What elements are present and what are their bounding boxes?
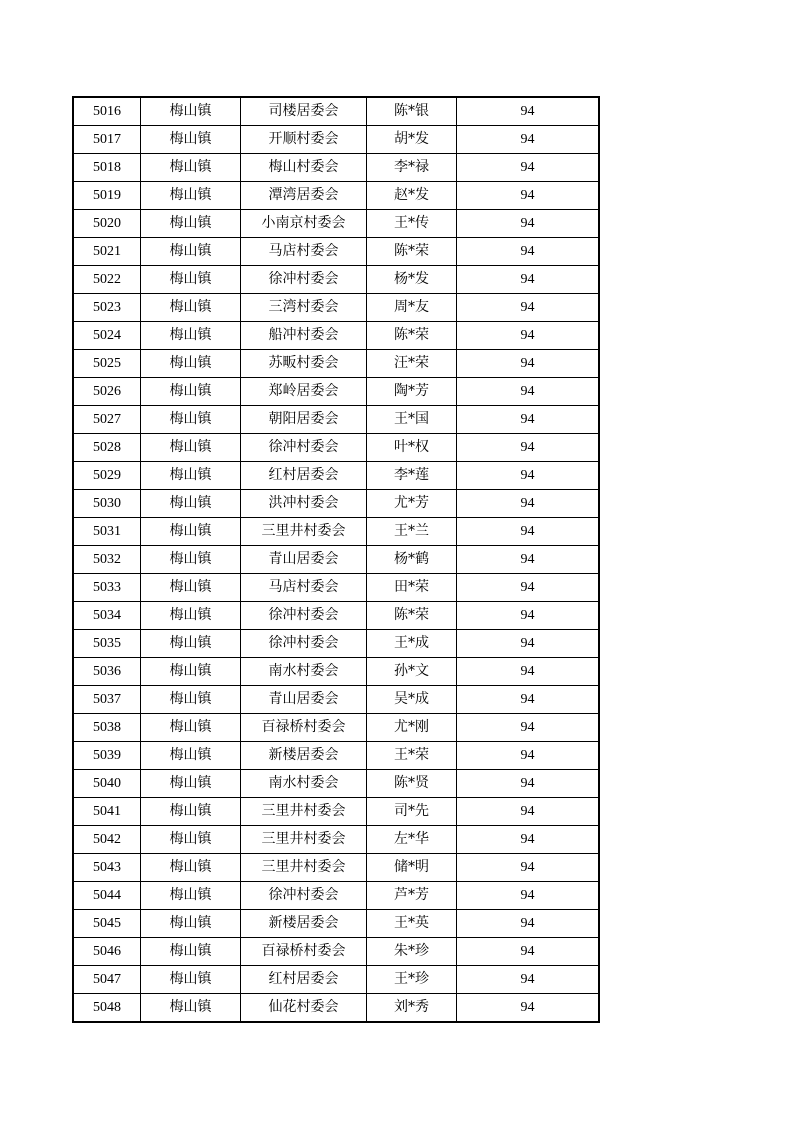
cell-committee: 朝阳居委会 xyxy=(241,406,367,434)
cell-name: 李*莲 xyxy=(367,462,457,490)
cell-score: 94 xyxy=(457,434,600,462)
cell-town: 梅山镇 xyxy=(141,126,241,154)
cell-committee: 百禄桥村委会 xyxy=(241,938,367,966)
cell-score: 94 xyxy=(457,322,600,350)
cell-town: 梅山镇 xyxy=(141,798,241,826)
cell-town: 梅山镇 xyxy=(141,378,241,406)
cell-committee: 三里井村委会 xyxy=(241,518,367,546)
cell-committee: 开顺村委会 xyxy=(241,126,367,154)
cell-name: 陶*芳 xyxy=(367,378,457,406)
cell-score: 94 xyxy=(457,294,600,322)
cell-id: 5048 xyxy=(73,994,141,1023)
cell-committee: 郑岭居委会 xyxy=(241,378,367,406)
table-row xyxy=(73,294,599,322)
cell-committee: 徐冲村委会 xyxy=(241,630,367,658)
cell-score: 94 xyxy=(457,966,600,994)
cell-name: 陈*荣 xyxy=(367,322,457,350)
cell-committee: 青山居委会 xyxy=(241,546,367,574)
cell-score: 94 xyxy=(457,378,600,406)
cell-name: 李*禄 xyxy=(367,154,457,182)
table-row xyxy=(73,994,599,1023)
cell-town: 梅山镇 xyxy=(141,658,241,686)
cell-town: 梅山镇 xyxy=(141,882,241,910)
cell-committee: 马店村委会 xyxy=(241,238,367,266)
table-row xyxy=(73,574,599,602)
cell-town: 梅山镇 xyxy=(141,826,241,854)
table-row xyxy=(73,490,599,518)
cell-committee: 三里井村委会 xyxy=(241,854,367,882)
cell-score: 94 xyxy=(457,910,600,938)
cell-committee: 船冲村委会 xyxy=(241,322,367,350)
cell-town: 梅山镇 xyxy=(141,546,241,574)
cell-name: 吴*成 xyxy=(367,686,457,714)
cell-town: 梅山镇 xyxy=(141,462,241,490)
cell-committee: 徐冲村委会 xyxy=(241,434,367,462)
table-row xyxy=(73,154,599,182)
cell-name: 王*珍 xyxy=(367,966,457,994)
cell-town: 梅山镇 xyxy=(141,266,241,294)
cell-score: 94 xyxy=(457,714,600,742)
cell-name: 汪*荣 xyxy=(367,350,457,378)
table-row xyxy=(73,602,599,630)
cell-id: 5042 xyxy=(73,826,141,854)
cell-town: 梅山镇 xyxy=(141,294,241,322)
cell-committee: 新楼居委会 xyxy=(241,910,367,938)
cell-committee: 苏畈村委会 xyxy=(241,350,367,378)
cell-id: 5044 xyxy=(73,882,141,910)
cell-id: 5016 xyxy=(73,97,141,126)
cell-name: 储*明 xyxy=(367,854,457,882)
cell-score: 94 xyxy=(457,742,600,770)
cell-id: 5025 xyxy=(73,350,141,378)
cell-name: 尤*刚 xyxy=(367,714,457,742)
cell-score: 94 xyxy=(457,686,600,714)
table-row xyxy=(73,350,599,378)
cell-id: 5023 xyxy=(73,294,141,322)
cell-committee: 徐冲村委会 xyxy=(241,602,367,630)
table-row xyxy=(73,97,599,126)
cell-town: 梅山镇 xyxy=(141,770,241,798)
cell-name: 陈*荣 xyxy=(367,602,457,630)
cell-id: 5026 xyxy=(73,378,141,406)
cell-score: 94 xyxy=(457,266,600,294)
table-row xyxy=(73,462,599,490)
cell-committee: 三湾村委会 xyxy=(241,294,367,322)
cell-name: 陈*荣 xyxy=(367,238,457,266)
cell-committee: 青山居委会 xyxy=(241,686,367,714)
cell-id: 5028 xyxy=(73,434,141,462)
cell-id: 5032 xyxy=(73,546,141,574)
cell-id: 5024 xyxy=(73,322,141,350)
cell-score: 94 xyxy=(457,882,600,910)
table-row xyxy=(73,238,599,266)
cell-id: 5046 xyxy=(73,938,141,966)
cell-name: 王*兰 xyxy=(367,518,457,546)
cell-town: 梅山镇 xyxy=(141,350,241,378)
cell-name: 孙*文 xyxy=(367,658,457,686)
cell-score: 94 xyxy=(457,798,600,826)
cell-town: 梅山镇 xyxy=(141,994,241,1023)
table-row xyxy=(73,322,599,350)
cell-committee: 梅山村委会 xyxy=(241,154,367,182)
cell-town: 梅山镇 xyxy=(141,97,241,126)
cell-score: 94 xyxy=(457,182,600,210)
cell-town: 梅山镇 xyxy=(141,938,241,966)
cell-name: 田*荣 xyxy=(367,574,457,602)
cell-score: 94 xyxy=(457,994,600,1023)
cell-committee: 南水村委会 xyxy=(241,770,367,798)
cell-name: 芦*芳 xyxy=(367,882,457,910)
cell-id: 5039 xyxy=(73,742,141,770)
table-row xyxy=(73,210,599,238)
cell-name: 杨*鹤 xyxy=(367,546,457,574)
data-table xyxy=(72,96,600,1023)
table-row xyxy=(73,378,599,406)
table-row xyxy=(73,798,599,826)
table-row xyxy=(73,546,599,574)
table-row xyxy=(73,882,599,910)
cell-name: 王*传 xyxy=(367,210,457,238)
table-row xyxy=(73,518,599,546)
cell-town: 梅山镇 xyxy=(141,602,241,630)
cell-committee: 三里井村委会 xyxy=(241,798,367,826)
cell-committee: 徐冲村委会 xyxy=(241,882,367,910)
cell-id: 5020 xyxy=(73,210,141,238)
table-row xyxy=(73,826,599,854)
cell-id: 5034 xyxy=(73,602,141,630)
cell-score: 94 xyxy=(457,630,600,658)
cell-score: 94 xyxy=(457,518,600,546)
cell-id: 5043 xyxy=(73,854,141,882)
cell-name: 王*国 xyxy=(367,406,457,434)
cell-score: 94 xyxy=(457,826,600,854)
cell-committee: 百禄桥村委会 xyxy=(241,714,367,742)
cell-id: 5027 xyxy=(73,406,141,434)
cell-town: 梅山镇 xyxy=(141,406,241,434)
cell-name: 杨*发 xyxy=(367,266,457,294)
cell-score: 94 xyxy=(457,546,600,574)
cell-committee: 司楼居委会 xyxy=(241,97,367,126)
cell-score: 94 xyxy=(457,462,600,490)
cell-name: 陈*贤 xyxy=(367,770,457,798)
table-row xyxy=(73,770,599,798)
cell-score: 94 xyxy=(457,97,600,126)
cell-name: 刘*秀 xyxy=(367,994,457,1023)
cell-town: 梅山镇 xyxy=(141,854,241,882)
table-row xyxy=(73,266,599,294)
cell-score: 94 xyxy=(457,574,600,602)
cell-id: 5021 xyxy=(73,238,141,266)
cell-name: 尤*芳 xyxy=(367,490,457,518)
cell-name: 王*荣 xyxy=(367,742,457,770)
cell-id: 5036 xyxy=(73,658,141,686)
cell-town: 梅山镇 xyxy=(141,574,241,602)
cell-town: 梅山镇 xyxy=(141,966,241,994)
cell-town: 梅山镇 xyxy=(141,910,241,938)
cell-town: 梅山镇 xyxy=(141,182,241,210)
cell-name: 胡*发 xyxy=(367,126,457,154)
cell-committee: 潭湾居委会 xyxy=(241,182,367,210)
cell-id: 5031 xyxy=(73,518,141,546)
cell-id: 5038 xyxy=(73,714,141,742)
cell-score: 94 xyxy=(457,854,600,882)
cell-id: 5041 xyxy=(73,798,141,826)
cell-committee: 小南京村委会 xyxy=(241,210,367,238)
cell-score: 94 xyxy=(457,658,600,686)
cell-id: 5047 xyxy=(73,966,141,994)
table-body xyxy=(73,97,599,1022)
cell-name: 周*友 xyxy=(367,294,457,322)
cell-town: 梅山镇 xyxy=(141,434,241,462)
cell-id: 5030 xyxy=(73,490,141,518)
table-row xyxy=(73,406,599,434)
cell-score: 94 xyxy=(457,126,600,154)
cell-id: 5033 xyxy=(73,574,141,602)
table-row xyxy=(73,126,599,154)
cell-id: 5022 xyxy=(73,266,141,294)
table-row xyxy=(73,910,599,938)
cell-town: 梅山镇 xyxy=(141,630,241,658)
cell-name: 陈*银 xyxy=(367,97,457,126)
cell-score: 94 xyxy=(457,238,600,266)
cell-name: 王*成 xyxy=(367,630,457,658)
cell-committee: 马店村委会 xyxy=(241,574,367,602)
cell-town: 梅山镇 xyxy=(141,210,241,238)
cell-committee: 红村居委会 xyxy=(241,462,367,490)
cell-town: 梅山镇 xyxy=(141,238,241,266)
cell-town: 梅山镇 xyxy=(141,686,241,714)
cell-score: 94 xyxy=(457,210,600,238)
cell-id: 5018 xyxy=(73,154,141,182)
cell-name: 左*华 xyxy=(367,826,457,854)
cell-committee: 仙花村委会 xyxy=(241,994,367,1023)
cell-score: 94 xyxy=(457,938,600,966)
table-row xyxy=(73,182,599,210)
cell-committee: 南水村委会 xyxy=(241,658,367,686)
cell-score: 94 xyxy=(457,490,600,518)
cell-town: 梅山镇 xyxy=(141,322,241,350)
cell-town: 梅山镇 xyxy=(141,154,241,182)
cell-score: 94 xyxy=(457,602,600,630)
cell-town: 梅山镇 xyxy=(141,518,241,546)
cell-town: 梅山镇 xyxy=(141,714,241,742)
table-row xyxy=(73,658,599,686)
cell-town: 梅山镇 xyxy=(141,490,241,518)
cell-id: 5029 xyxy=(73,462,141,490)
cell-id: 5045 xyxy=(73,910,141,938)
cell-score: 94 xyxy=(457,406,600,434)
cell-name: 朱*珍 xyxy=(367,938,457,966)
cell-committee: 三里井村委会 xyxy=(241,826,367,854)
table-row xyxy=(73,630,599,658)
cell-name: 司*先 xyxy=(367,798,457,826)
cell-committee: 红村居委会 xyxy=(241,966,367,994)
table-row xyxy=(73,854,599,882)
cell-score: 94 xyxy=(457,770,600,798)
table-row xyxy=(73,434,599,462)
table-row xyxy=(73,686,599,714)
cell-name: 叶*权 xyxy=(367,434,457,462)
cell-score: 94 xyxy=(457,154,600,182)
cell-id: 5040 xyxy=(73,770,141,798)
table-row xyxy=(73,938,599,966)
cell-committee: 徐冲村委会 xyxy=(241,266,367,294)
cell-id: 5019 xyxy=(73,182,141,210)
cell-id: 5037 xyxy=(73,686,141,714)
table-row xyxy=(73,742,599,770)
cell-committee: 洪冲村委会 xyxy=(241,490,367,518)
cell-name: 王*英 xyxy=(367,910,457,938)
cell-town: 梅山镇 xyxy=(141,742,241,770)
cell-name: 赵*发 xyxy=(367,182,457,210)
cell-id: 5035 xyxy=(73,630,141,658)
cell-score: 94 xyxy=(457,350,600,378)
table-row xyxy=(73,714,599,742)
table-row xyxy=(73,966,599,994)
cell-committee: 新楼居委会 xyxy=(241,742,367,770)
cell-id: 5017 xyxy=(73,126,141,154)
